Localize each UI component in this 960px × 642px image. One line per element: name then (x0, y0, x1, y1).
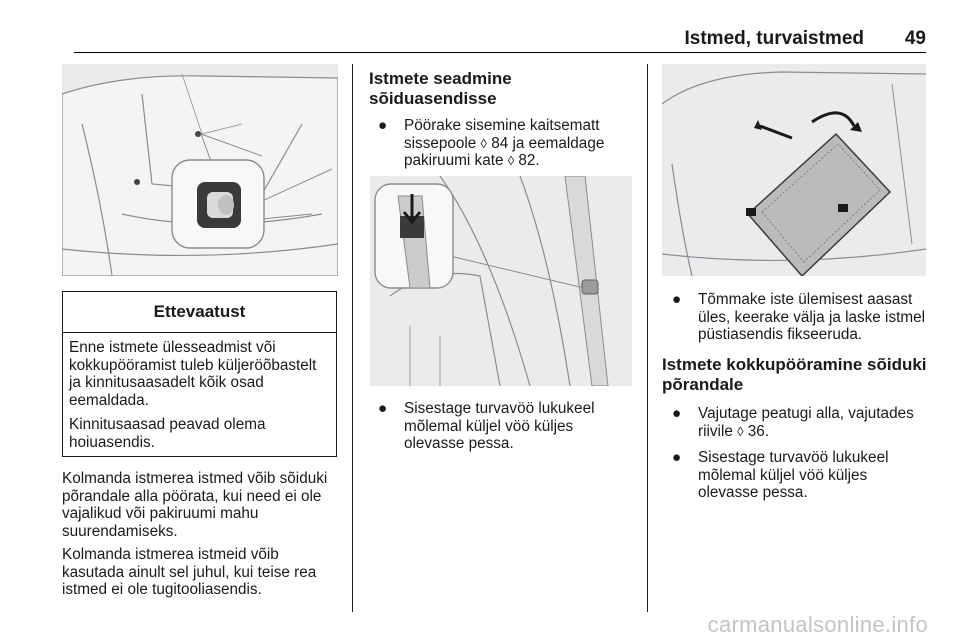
folding-seat-drawing (662, 64, 926, 276)
bullet-icon: ● (672, 291, 682, 308)
bullet-icon: ● (378, 117, 388, 134)
warning-text: Enne istmete ülesseadmist või kokkupööramist tuleb külјeröõbastelt ja kinnitusaasadelt kõik osad eemaldada. (69, 339, 317, 409)
reference-icon: ◊ (480, 135, 487, 151)
section-heading: Istmete kokkupööramine sõiduki põrandale (662, 355, 927, 394)
list-item (672, 405, 928, 443)
list-item-text: Vajutage peatugi alla, vajutades riivile ◊ 36. (698, 405, 914, 440)
section-title: Istmed, turvaistmed (684, 28, 864, 49)
reference-icon: ◊ (737, 423, 744, 439)
page-number: 49 (904, 28, 926, 49)
list-item (378, 117, 628, 172)
warning-text: Kinnitusaasad peavad olema hoiuasendis. (69, 416, 266, 451)
column-divider (647, 64, 648, 612)
page-header (74, 26, 926, 53)
list-item-text: Tõmmake iste ülemisest aasast üles, keerake välja ja laske istmel püstiasendis fikseeruda. (698, 291, 926, 343)
seatbelt-illustration (370, 176, 632, 386)
trunk-illustration (62, 64, 338, 276)
reference-icon: ◊ (507, 153, 515, 168)
list-item (672, 449, 928, 504)
seatbelt-drawing (370, 176, 632, 386)
body-paragraph: Kolmanda istmerea istmeid võib kasutada ainult sel juhul, kui teise rea istmed ei ole tugitooliasendis. (62, 546, 317, 598)
warning-title: Ettevaatust (63, 292, 336, 333)
section-heading: Istmete seadmine sõiduasendisse (369, 69, 512, 108)
list-item (378, 400, 638, 455)
list-item-text: Sisestage turvavöö lukukeel mõlemal küljel vöö küljes olevasse pessa. (404, 400, 595, 452)
list-item (672, 291, 928, 346)
bullet-icon: ● (378, 400, 388, 417)
folding-seat-illustration (662, 64, 926, 276)
bullet-icon: ● (672, 405, 682, 422)
warning-box (62, 291, 337, 457)
bullet-icon: ● (672, 449, 682, 466)
trunk-drawing (62, 64, 338, 276)
list-item-text: Sisestage turvavöö lukukeel mõlemal küljel vöö küljes olevasse pessa. (698, 449, 889, 501)
watermark: carmanualsonline.info (707, 612, 928, 637)
body-paragraph: Kolmanda istmerea istmed võib sõiduki põrandale alla pöörata, kui need ei ole vajalikud või pakiruumi mahu suurendamiseks. (62, 470, 328, 540)
list-item-text: Pöörake sisemine kaitsematt sissepoole ◊ 84 ja eemaldage pakiruumi kate ◊ 82. (404, 117, 605, 169)
column-divider (352, 64, 353, 612)
